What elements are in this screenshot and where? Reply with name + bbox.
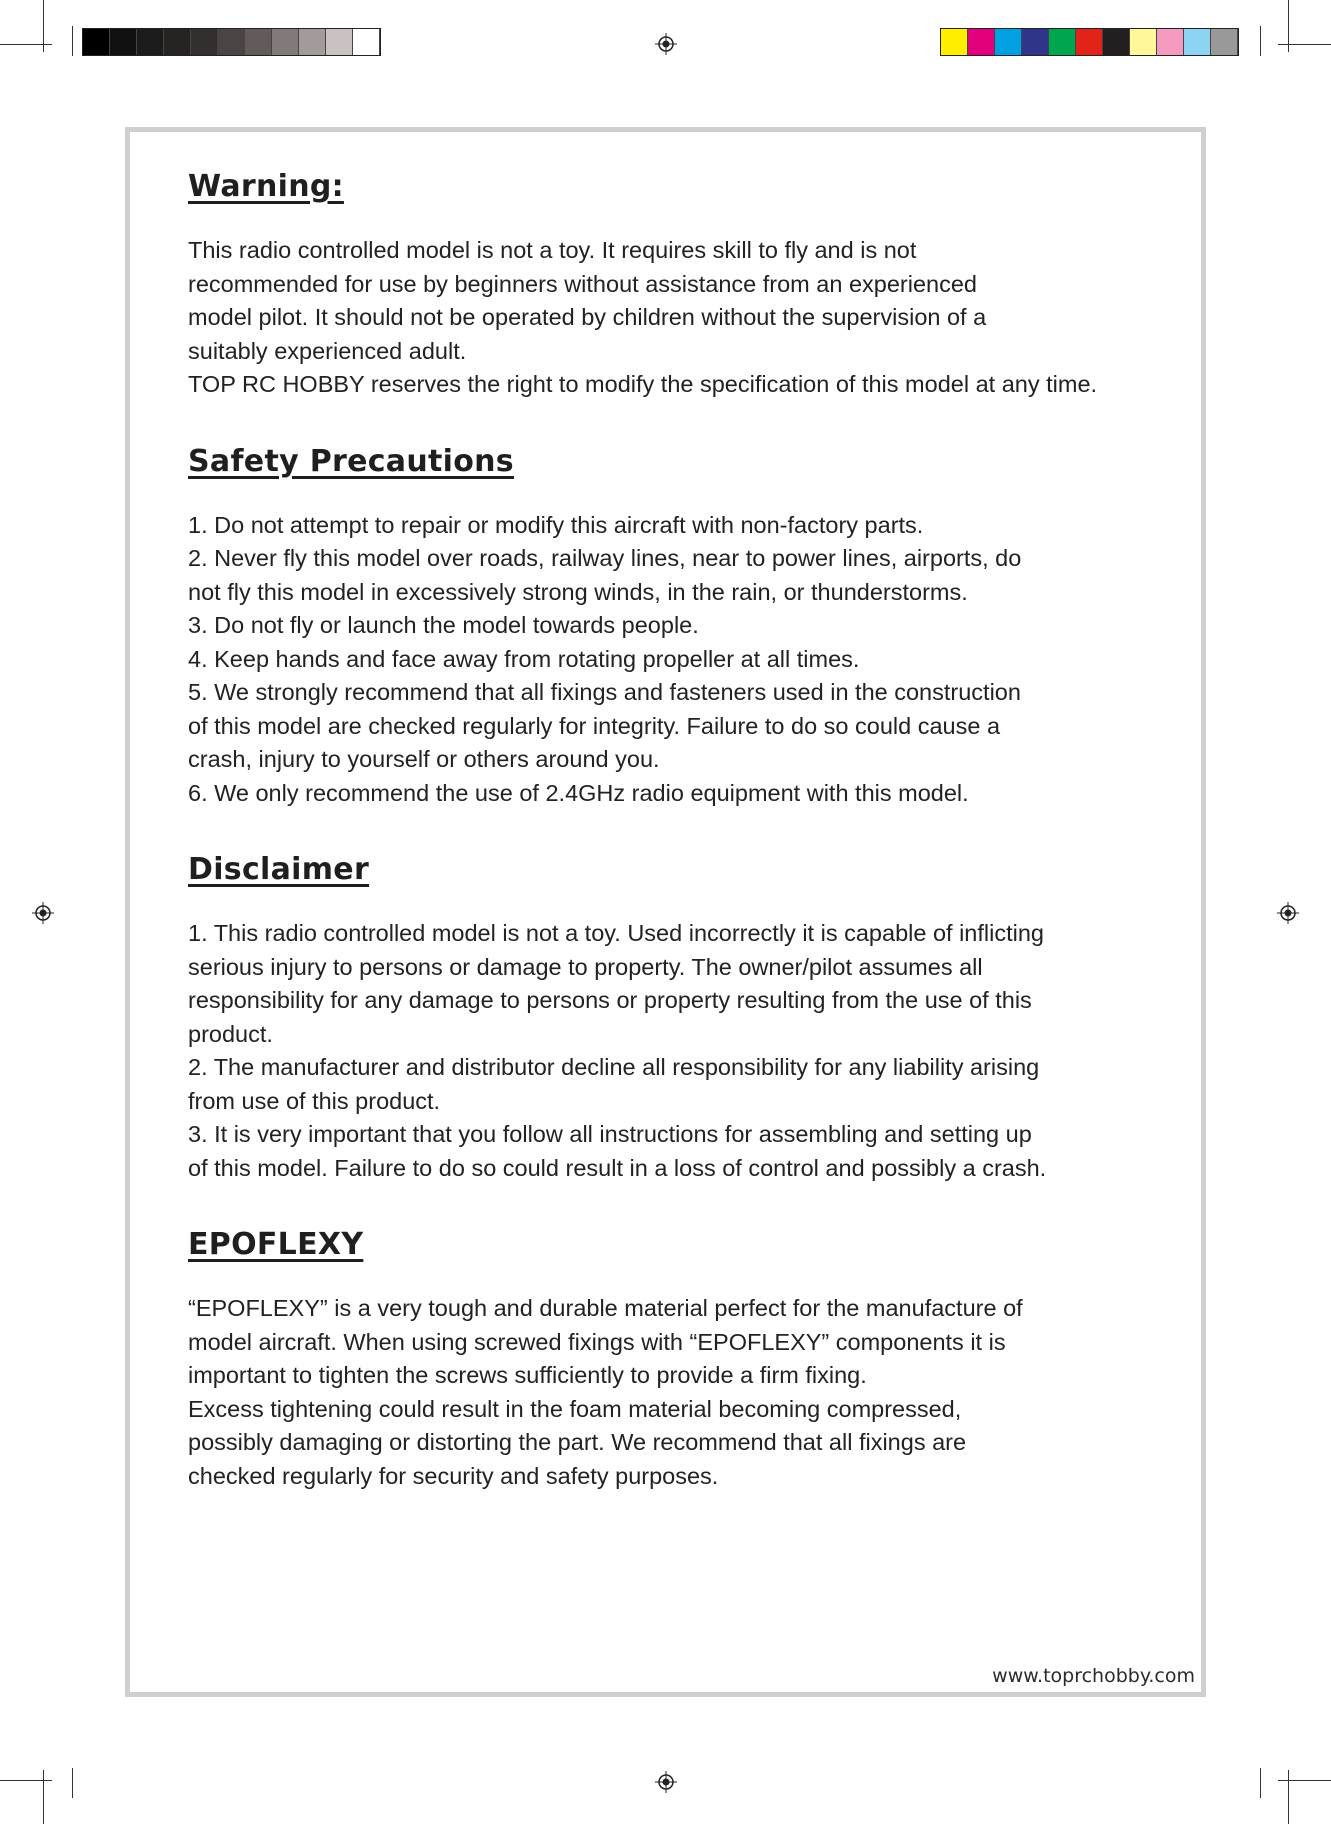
color-swatch <box>164 29 191 55</box>
registration-mark-icon <box>655 33 677 55</box>
warning-text: This radio controlled model is not a toy. It requires skill to fly and is not recommended for use by beginners without assistance from an experienced model pilot. It should not be operated by children without the supervision of a suitably experienced adult. TOP RC HOBBY reserves the right to modify the specification of this model at any time. <box>188 237 1098 397</box>
epoflexy-section <box>188 1227 1188 1493</box>
crop-mark <box>1260 26 1261 56</box>
color-swatch <box>191 29 218 55</box>
color-swatch <box>245 29 272 55</box>
color-swatch <box>1184 29 1211 55</box>
crop-mark <box>72 26 73 56</box>
crop-mark <box>1278 44 1331 45</box>
disclaimer-section <box>188 852 1188 1185</box>
safety-section <box>188 444 1188 811</box>
color-swatch <box>968 29 995 55</box>
color-swatch <box>299 29 326 55</box>
crop-mark <box>43 1770 44 1824</box>
epoflexy-heading: EPOFLEXY <box>188 1227 364 1262</box>
registration-mark-icon <box>1277 902 1299 924</box>
color-swatch <box>353 29 380 55</box>
page-content <box>188 169 1188 1535</box>
crop-mark <box>1288 1770 1289 1824</box>
color-swatch <box>1103 29 1130 55</box>
warning-section <box>188 169 1188 402</box>
disclaimer-text: 1. This radio controlled model is not a toy. Used incorrectly it is capable of inflicting serious injury to persons or damage to property. The owner/pilot assumes all responsibility for any damage to persons or property resulting from the use of this product. 2. The manufacturer and distributor decline all responsibility for any liability arising from use of this product. 3. It is very important that you follow all instructions for assembling and setting up of this model. Failure to do so could result in a loss of control and possibly a crash. <box>188 920 1047 1181</box>
color-swatch <box>995 29 1022 55</box>
crop-mark <box>0 1780 52 1781</box>
safety-heading: Safety Precautions <box>188 443 514 479</box>
color-swatch <box>218 29 245 55</box>
color-swatch <box>110 29 137 55</box>
footer-url[interactable]: www.toprchobby.com <box>992 1665 1195 1687</box>
color-swatch <box>137 29 164 55</box>
registration-mark-icon <box>32 902 54 924</box>
crop-mark <box>0 44 52 45</box>
grayscale-calibration-bar <box>82 28 381 56</box>
crop-mark <box>72 1768 73 1798</box>
color-swatch <box>1076 29 1103 55</box>
crop-mark <box>1260 1768 1261 1798</box>
safety-text: 1. Do not attempt to repair or modify this aircraft with non-factory parts. 2. Never fly this model over roads, railway lines, near to power lines, airports, do not fly this model in excessively strong winds, in the rain, or thunderstorms. 3. Do not fly or launch the model towards people. 4. Keep hands and face away from rotating propeller at all times. 5. We strongly recommend that all fixings and fasteners used in the construction of this model are checked regularly for integrity. Failure to do so could cause a crash, injury to yourself or others around you. 6. We only recommend the use of 2.4GHz radio equipment with this model. <box>188 511 1022 806</box>
color-calibration-bar <box>940 28 1239 56</box>
color-swatch <box>326 29 353 55</box>
color-swatch <box>272 29 299 55</box>
color-swatch <box>1022 29 1049 55</box>
page-frame <box>125 127 1206 1697</box>
epoflexy-text: “EPOFLEXY” is a very tough and durable material perfect for the manufacture of model aircraft. When using screwed fixings with “EPOFLEXY” components it is important to tighten the screws sufficiently to provide a firm fixing. Excess tightening could result in the foam material becoming compressed, possibly damaging or distorting the part. We recommend that all fixings are checked regularly for security and safety purposes. <box>188 1295 1023 1489</box>
crop-mark <box>1278 1780 1331 1781</box>
color-swatch <box>1049 29 1076 55</box>
registration-mark-icon <box>655 1771 677 1793</box>
warning-heading: Warning: <box>188 169 344 204</box>
color-swatch <box>1130 29 1157 55</box>
color-swatch <box>1157 29 1184 55</box>
disclaimer-heading: Disclaimer <box>188 852 370 887</box>
color-swatch <box>1211 29 1238 55</box>
color-swatch <box>941 29 968 55</box>
color-swatch <box>83 29 110 55</box>
